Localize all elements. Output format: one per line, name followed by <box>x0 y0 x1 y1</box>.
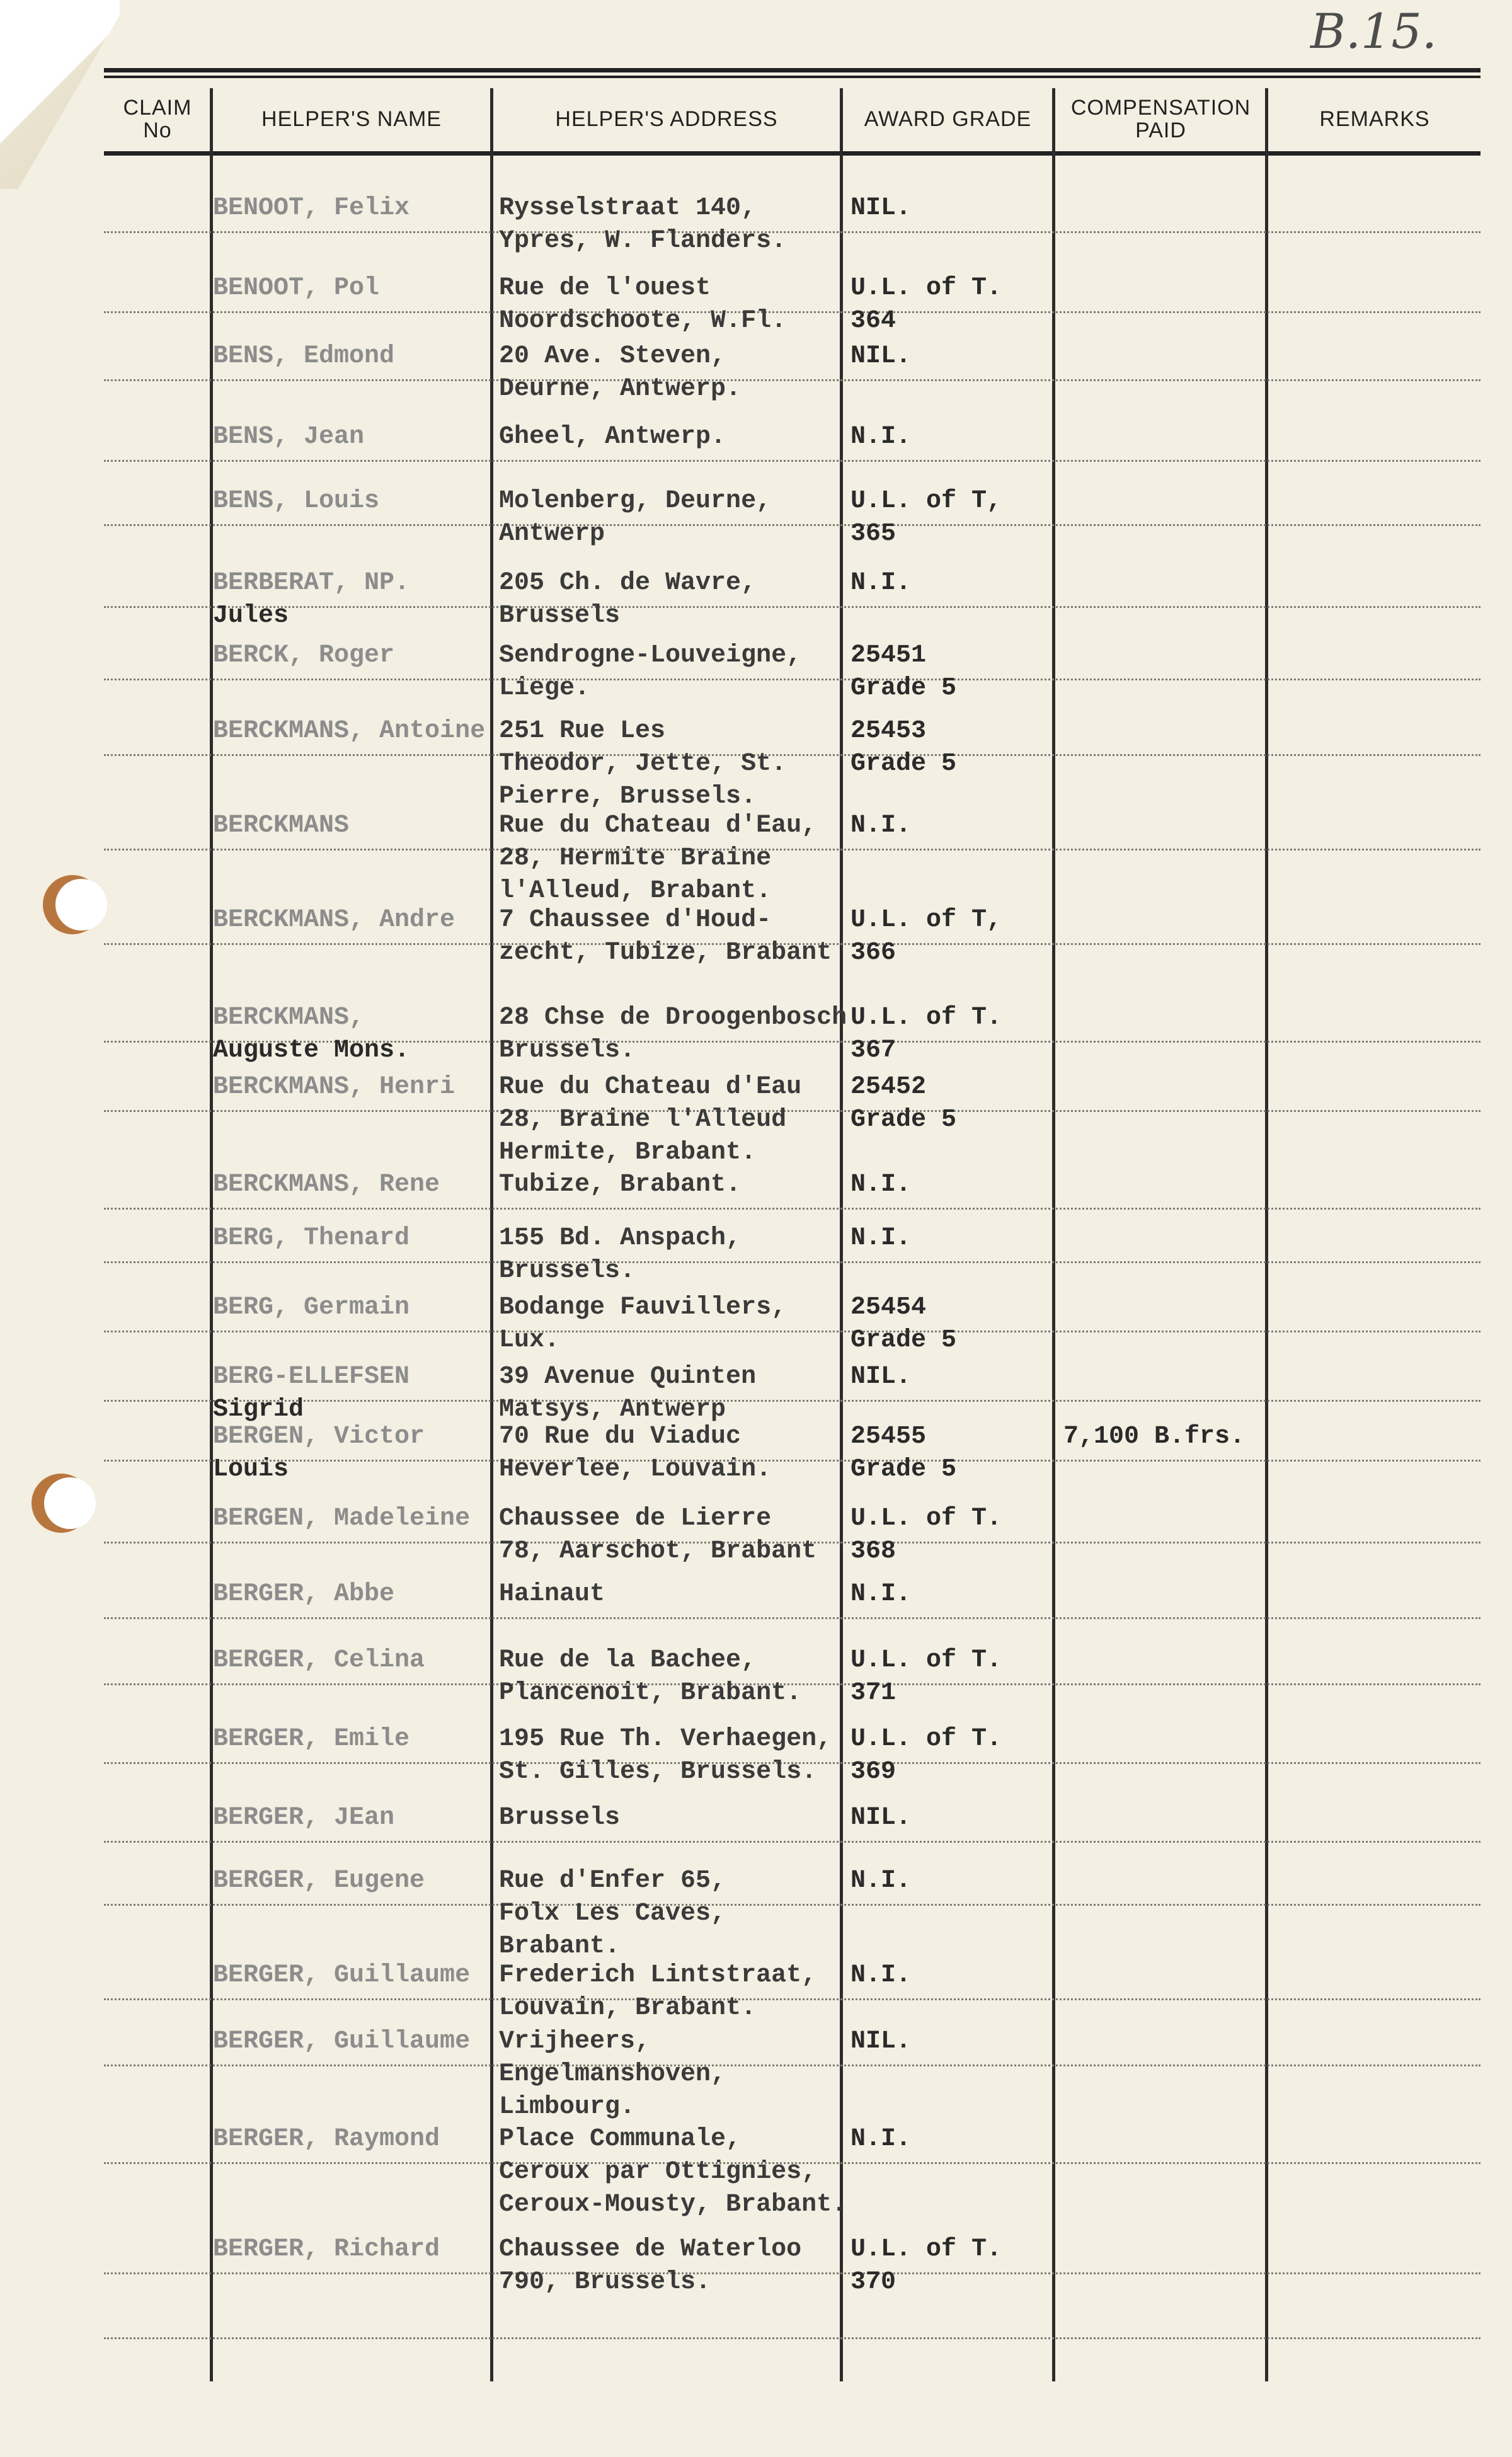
row-separator <box>104 1331 1480 1332</box>
award-grade <box>850 485 1002 551</box>
award-grade <box>850 192 911 225</box>
award-grade <box>850 1421 956 1486</box>
award-grade-line: 25454 <box>850 1293 927 1322</box>
helper-address-line: Plancenoit, Brabant. <box>499 1679 802 1707</box>
award-grade <box>850 272 1002 338</box>
helper-address-line: Molenberg, Deurne, <box>499 487 772 515</box>
award-grade-line: Grade 5 <box>850 750 957 778</box>
helper-address <box>499 272 786 338</box>
helper-address-line: Rue de la Bachee, <box>499 1646 757 1675</box>
helper-address <box>499 1723 832 1789</box>
helper-name-line: BERG, Thenard <box>213 1224 410 1252</box>
helper-name <box>213 567 410 633</box>
helper-address-line: Engelmanshoven, <box>499 2060 726 2088</box>
helper-address-line: 251 Rue Les <box>499 717 666 745</box>
helper-name-line: Sigrid <box>213 1395 304 1424</box>
award-grade <box>850 340 911 373</box>
helper-address <box>499 1644 801 1710</box>
helper-address-line: Tubize, Brabant. <box>499 1171 742 1199</box>
helper-name <box>213 272 379 305</box>
row-separator <box>104 379 1480 381</box>
helper-address-line: Rue de l'ouest <box>499 274 711 302</box>
header-helper-name: HELPER'S NAME <box>261 107 442 132</box>
helper-address-line: 78, Aarschot, Brabant <box>499 1537 817 1566</box>
helper-address-line: Lux. <box>499 1326 560 1354</box>
helper-address-line: 205 Ch. de Wavre, <box>499 569 757 597</box>
helper-address-line: 195 Rue Th. Verhaegen, <box>499 1725 832 1753</box>
helper-name <box>213 1361 410 1426</box>
helper-address <box>499 1292 786 1357</box>
row-separator <box>104 1904 1480 1906</box>
award-grade-line: U.L. of T. <box>850 1504 1002 1533</box>
award-grade-line: N.I. <box>850 1961 912 1990</box>
helper-name <box>213 639 394 672</box>
helper-address-line: Brabant. <box>499 1932 621 1961</box>
helper-address-line: Rysselstraat 140, <box>499 194 757 222</box>
helper-name <box>213 1421 425 1486</box>
helper-address-line: Sendrogne-Louveigne, <box>499 641 802 670</box>
award-grade <box>850 1802 911 1835</box>
award-grade-line: N.I. <box>850 423 912 451</box>
helper-address-line: St. Gilles, Brussels. <box>499 1758 817 1786</box>
helper-name <box>213 340 394 373</box>
helper-address-line: 28 Chse de Droogenbosch <box>499 1004 847 1032</box>
award-grade <box>850 1169 911 1201</box>
helper-name <box>213 1169 440 1201</box>
award-grade-line: U.L. of T. <box>850 1646 1002 1675</box>
top-rule <box>104 68 1480 72</box>
helper-address-line: 20 Ave. Steven, <box>499 342 726 370</box>
helper-name <box>213 1071 455 1104</box>
helper-name-line: BERCKMANS, Rene <box>213 1171 440 1199</box>
column-divider-4 <box>1052 88 1055 2381</box>
helper-address-line: 28, Hermite Braine <box>499 844 772 873</box>
helper-address-line: zecht, Tubize, Brabant <box>499 939 832 967</box>
helper-address-line: Place Communale, <box>499 2125 742 2153</box>
helper-name <box>213 192 410 225</box>
helper-address <box>499 1802 620 1835</box>
helper-address-line: Brussels. <box>499 1257 636 1285</box>
helper-address-line: Vrijheers, <box>499 2027 651 2056</box>
award-grade <box>850 639 956 705</box>
helper-address-line: Frederich Lintstraat, <box>499 1961 817 1990</box>
award-grade <box>850 715 956 781</box>
helper-name-line: BERGEN, Victor <box>213 1423 425 1451</box>
helper-address <box>499 810 816 908</box>
helper-name <box>213 1222 410 1255</box>
award-grade-line: N.I. <box>850 811 912 840</box>
award-grade-line: 366 <box>850 939 896 967</box>
helper-name-line: BERCK, Roger <box>213 641 395 670</box>
helper-address-line: Chaussee de Waterloo <box>499 2235 802 2264</box>
helper-address-line: Gheel, Antwerp. <box>499 423 726 451</box>
award-grade-line: N.I. <box>850 1171 912 1199</box>
award-grade <box>850 421 911 454</box>
helper-address <box>499 2025 726 2124</box>
helper-address <box>499 567 756 633</box>
helper-name <box>213 2025 470 2058</box>
award-grade-line: Grade 5 <box>850 674 957 702</box>
helper-name-line: BENS, Louis <box>213 487 380 515</box>
helper-name <box>213 1002 410 1067</box>
helper-address <box>499 904 832 970</box>
helper-address-line: Brussels. <box>499 1036 636 1065</box>
helper-name-line: BERBERAT, NP. <box>213 569 410 597</box>
row-separator <box>104 231 1480 233</box>
helper-address <box>499 1421 771 1486</box>
helper-address <box>499 1169 741 1201</box>
helper-address-line: Pierre, Brussels. <box>499 782 757 811</box>
row-separator <box>104 460 1480 462</box>
helper-name <box>213 1802 394 1835</box>
punch-hole-lower <box>44 1477 96 1529</box>
helper-name <box>213 1292 410 1324</box>
helper-address <box>499 1865 726 1963</box>
helper-name-line: BENS, Edmond <box>213 342 395 370</box>
award-grade-line: Grade 5 <box>850 1455 957 1484</box>
award-grade-line: NIL. <box>850 1363 912 1391</box>
helper-name <box>213 421 364 454</box>
award-grade-line: N.I. <box>850 1224 912 1252</box>
helper-address <box>499 485 771 551</box>
award-grade <box>850 1361 911 1394</box>
header-award-grade: AWARD GRADE <box>864 107 1032 132</box>
award-grade-line: 25453 <box>850 717 927 745</box>
top-rule-thin <box>104 76 1480 78</box>
award-grade-line: N.I. <box>850 1580 912 1608</box>
award-grade-line: NIL. <box>850 2027 912 2056</box>
header-bottom-rule <box>104 151 1480 156</box>
award-grade <box>850 1865 911 1898</box>
helper-address-line: 28, Braine l'Alleud <box>499 1106 787 1134</box>
helper-name-line: BERCKMANS, <box>213 1004 365 1032</box>
helper-name-line: BENS, Jean <box>213 423 365 451</box>
helper-name-line: BERCKMANS, Antoine <box>213 717 486 745</box>
helper-address-line: Hainaut <box>499 1580 605 1608</box>
sheet-reference: B.15. <box>1310 3 1437 59</box>
award-grade-line: U.L. of T, <box>850 487 1002 515</box>
award-grade <box>850 810 911 842</box>
row-separator <box>104 1208 1480 1210</box>
row-separator <box>104 2065 1480 2066</box>
helper-name <box>213 1644 425 1677</box>
award-grade-line: N.I. <box>850 569 912 597</box>
helper-address-line: Liege. <box>499 674 590 702</box>
award-grade-line: 25452 <box>850 1073 927 1101</box>
row-separator <box>104 1841 1480 1843</box>
award-grade-line: U.L. of T. <box>850 2235 1002 2264</box>
award-grade-line: 370 <box>850 2268 896 2296</box>
helper-address-line: Antwerp <box>499 520 605 548</box>
helper-address <box>499 715 786 813</box>
helper-name-line: Louis <box>213 1455 289 1484</box>
helper-address-line: Ceroux-Mousty, Brabant. <box>499 2191 847 2219</box>
helper-address <box>499 1002 847 1067</box>
award-grade-line: Grade 5 <box>850 1326 957 1354</box>
award-grade-line: 364 <box>850 307 896 335</box>
helper-name <box>213 1723 410 1756</box>
helper-address-line: Heverlee, Louvain. <box>499 1455 772 1484</box>
helper-name-line: BENOOT, Pol <box>213 274 380 302</box>
row-separator <box>104 1617 1480 1619</box>
helper-address <box>499 1222 741 1288</box>
helper-name-line: BERGEN, Madeleine <box>213 1504 471 1533</box>
helper-name <box>213 810 349 842</box>
helper-name <box>213 1959 470 1992</box>
award-grade-line: 369 <box>850 1758 896 1786</box>
helper-name-line: BENOOT, Felix <box>213 194 410 222</box>
helper-address <box>499 1361 756 1426</box>
helper-address-line: Theodor, Jette, St. <box>499 750 787 778</box>
helper-address-line: Ypres, W. Flanders. <box>499 227 787 255</box>
award-grade-line: 367 <box>850 1036 896 1065</box>
helper-name <box>213 904 455 937</box>
column-divider-2 <box>490 88 493 2381</box>
helper-address-line: Louvain, Brabant. <box>499 1994 757 2022</box>
award-grade-line: 368 <box>850 1537 896 1566</box>
helper-name-line: BERGER, Celina <box>213 1646 425 1675</box>
helper-address <box>499 421 726 454</box>
helper-address-line: 790, Brussels. <box>499 2268 711 2296</box>
award-grade <box>850 1292 956 1357</box>
helper-name-line: BERCKMANS, Andre <box>213 906 455 934</box>
award-grade-line: U.L. of T. <box>850 1004 1002 1032</box>
helper-address <box>499 340 741 406</box>
helper-address-line: Hermite, Brabant. <box>499 1138 757 1167</box>
helper-address <box>499 2233 801 2299</box>
award-grade-line: 371 <box>850 1679 896 1707</box>
helper-name-line: BERCKMANS <box>213 811 350 840</box>
helper-address-line: 155 Bd. Anspach, <box>499 1224 742 1252</box>
helper-address-line: Ceroux par Ottignies, <box>499 2158 817 2186</box>
helper-name-line: BERGER, Abbe <box>213 1580 395 1608</box>
award-grade-line: N.I. <box>850 2125 912 2153</box>
header-claim-no: CLAIM No <box>123 96 192 142</box>
helper-address-line: 39 Avenue Quinten <box>499 1363 757 1391</box>
helper-address <box>499 1503 816 1568</box>
helper-address-line: Matsys, Antwerp <box>499 1395 726 1424</box>
helper-address-line: Deurne, Antwerp. <box>499 375 742 403</box>
helper-name-line: Jules <box>213 602 289 630</box>
helper-address-line: Noordschoote, W.Fl. <box>499 307 787 335</box>
award-grade <box>850 1222 911 1255</box>
helper-name-line: BERGER, Guillaume <box>213 2027 471 2056</box>
award-grade <box>850 1723 1002 1789</box>
award-grade-line: 25451 <box>850 641 927 670</box>
helper-name <box>213 1578 394 1611</box>
row-separator <box>104 2337 1480 2339</box>
award-grade-line: NIL. <box>850 1804 912 1832</box>
award-grade <box>850 1503 1002 1568</box>
compensation-paid: 7,100 B.frs. <box>1063 1423 1246 1451</box>
award-grade <box>850 1071 956 1137</box>
helper-address-line: Rue du Chateau d'Eau <box>499 1073 802 1101</box>
helper-address-line: l'Alleud, Brabant. <box>499 877 772 905</box>
helper-name-line: BERCKMANS, Henri <box>213 1073 455 1101</box>
helper-address <box>499 2123 847 2221</box>
award-grade-line: NIL. <box>850 194 912 222</box>
row-separator <box>104 524 1480 526</box>
row-separator <box>104 1261 1480 1263</box>
helper-name-line: BERG, Germain <box>213 1293 410 1322</box>
helper-name-line: BERGER, Raymond <box>213 2125 440 2153</box>
award-grade-line: U.L. of T. <box>850 1725 1002 1753</box>
helper-address-line: Chaussee de Lierre <box>499 1504 772 1533</box>
helper-name-line: BERGER, JEan <box>213 1804 395 1832</box>
award-grade <box>850 1578 911 1611</box>
award-grade <box>850 2123 911 2156</box>
helper-address-line: Bodange Fauvillers, <box>499 1293 787 1322</box>
helper-name <box>213 1503 470 1535</box>
award-grade <box>850 2025 911 2058</box>
helper-address <box>499 192 786 258</box>
column-divider-3 <box>840 88 843 2381</box>
helper-name-line: BERGER, Eugene <box>213 1867 425 1895</box>
helper-address-line: 70 Rue du Viaduc <box>499 1423 742 1451</box>
helper-name-line: BERG-ELLEFSEN <box>213 1363 410 1391</box>
row-separator <box>104 754 1480 756</box>
column-divider-5 <box>1265 88 1268 2381</box>
helper-address <box>499 1071 801 1169</box>
folded-corner <box>0 0 120 189</box>
helper-address-line: Rue du Chateau d'Eau, <box>499 811 817 840</box>
award-grade <box>850 1002 1002 1067</box>
punch-hole-upper <box>55 879 107 931</box>
helper-name <box>213 2233 440 2266</box>
helper-address <box>499 639 801 705</box>
helper-name <box>213 1865 425 1898</box>
helper-address-line: Brussels <box>499 1804 621 1832</box>
helper-address-line: Limbourg. <box>499 2093 636 2121</box>
award-grade-line: NIL. <box>850 342 912 370</box>
award-grade-line: 365 <box>850 520 896 548</box>
helper-address <box>499 1959 816 2025</box>
award-grade <box>850 1644 1002 1710</box>
award-grade-line: 25455 <box>850 1423 927 1451</box>
award-grade-line: U.L. of T, <box>850 906 1002 934</box>
row-separator <box>104 311 1480 313</box>
helper-address <box>499 1578 605 1611</box>
helper-name-line: BERGER, Emile <box>213 1725 410 1753</box>
helper-name <box>213 2123 440 2156</box>
header-remarks: REMARKS <box>1319 107 1430 132</box>
helper-name-line: BERGER, Richard <box>213 2235 440 2264</box>
award-grade-line: Grade 5 <box>850 1106 957 1134</box>
helper-name-line: Auguste Mons. <box>213 1036 410 1065</box>
award-grade <box>850 904 1002 970</box>
helper-address-line: Brussels <box>499 602 621 630</box>
award-grade <box>850 2233 1002 2299</box>
helper-name <box>213 715 485 748</box>
award-grade <box>850 567 911 600</box>
header-helper-address: HELPER'S ADDRESS <box>555 107 778 132</box>
award-grade-line: N.I. <box>850 1867 912 1895</box>
helper-address-line: Folx Les Caves, <box>499 1899 726 1928</box>
header-compensation-paid: COMPENSATION PAID <box>1070 96 1251 142</box>
helper-address-line: 7 Chaussee d'Houd- <box>499 906 772 934</box>
award-grade <box>850 1959 911 1992</box>
helper-name <box>213 485 379 518</box>
helper-address-line: Rue d'Enfer 65, <box>499 1867 726 1895</box>
helper-name-line: BERGER, Guillaume <box>213 1961 471 1990</box>
award-grade-line: U.L. of T. <box>850 274 1002 302</box>
